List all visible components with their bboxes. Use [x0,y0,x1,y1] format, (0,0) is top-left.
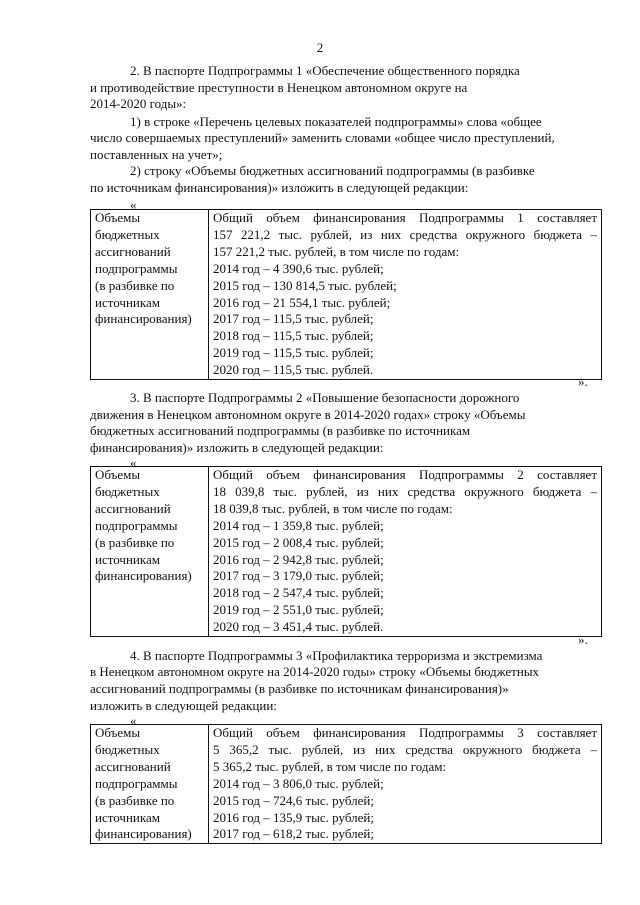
label-line: бюджетных [95,226,160,242]
value-line: 5 365,2 тыс. рублей, в том числе по годам: [213,758,447,774]
paragraph-line: 2) строку «Объемы бюджетных ассигнований подпрограммы (в разбивке [130,163,535,178]
table-label-cell [91,725,209,844]
value-line: 2014 год – 3 806,0 тыс. рублей; [213,775,384,791]
closing-quote: ». [578,632,588,647]
value-line: 2017 год – 115,5 тыс. рублей; [213,311,374,327]
opening-quote: « [130,197,137,212]
label-line: ассигнований [95,758,171,774]
value-line: 2019 год – 115,5 тыс. рублей; [213,345,374,361]
label-line: источникам [95,809,160,825]
label-line: (в разбивке по [95,277,175,293]
value-line: 2015 год – 130 814,5 тыс. рублей; [213,277,397,293]
paragraph-line: ассигнований подпрограммы (в разбивке по источникам финансирования)» [90,681,509,696]
value-line: 2015 год – 2 008,4 тыс. рублей; [213,534,384,550]
page-number: 2 [316,40,324,55]
budget-table-2 [90,466,602,637]
value-line: 2020 год – 115,5 тыс. рублей. [213,362,374,378]
table-value-cell [209,210,602,380]
label-line: (в разбивке по [95,792,175,808]
value-line: 2018 год – 2 547,4 тыс. рублей; [213,585,384,601]
label-line: подпрограммы [95,775,178,791]
value-line: Общий объем финансирования Подпрограммы 2 составляет [213,467,597,482]
label-line: бюджетных [95,483,160,499]
value-line: 157 221,2 тыс. рублей, в том числе по годам: [213,243,460,259]
label-line: Объемы [95,467,141,482]
budget-table-1 [90,209,602,380]
label-line: источникам [95,551,160,567]
label-line: Объемы [95,210,141,225]
paragraph-line: 3. В паспорте Подпрограммы 2 «Повышение безопасности дорожного [130,390,520,405]
paragraph-line: 1) в строке «Перечень целевых показателей подпрограммы» слова «общее [130,114,542,129]
value-line: 2016 год – 135,9 тыс. рублей; [213,809,374,825]
label-line: финансирования) [95,568,192,584]
value-line: 5 365,2 тыс. рублей, из них средства окружного бюджета – [213,741,597,757]
value-line: Общий объем финансирования Подпрограммы 3 составляет [213,725,597,740]
paragraph-line: движения в Ненецком автономном округе в 2014-2020 годах» строку «Объемы [90,407,526,422]
value-line: 2015 год – 724,6 тыс. рублей; [213,792,374,808]
paragraph-line: и противодействие преступности в Ненецком автономном округе на [90,80,468,95]
budget-table-3 [90,724,602,844]
label-line: источникам [95,294,160,310]
value-line: 2014 год – 1 359,8 тыс. рублей; [213,517,384,533]
value-line: 2014 год – 4 390,6 тыс. рублей; [213,260,384,276]
label-line: финансирования) [95,311,192,327]
paragraph-line: 2014-2020 годы»: [90,96,187,111]
value-line: 2017 год – 3 179,0 тыс. рублей; [213,568,384,584]
label-line: ассигнований [95,500,171,516]
value-line: 2016 год – 21 554,1 тыс. рублей; [213,294,391,310]
value-line: 2019 год – 2 551,0 тыс. рублей; [213,602,384,618]
paragraph-line: 4. В паспорте Подпрограммы 3 «Профилактика терроризма и экстремизма [130,648,543,663]
value-line: 2017 год – 618,2 тыс. рублей; [213,826,374,842]
paragraph-line: в Ненецком автономном округе на 2014-2020 годы» строку «Объемы бюджетных [90,664,540,679]
value-line: 2018 год – 115,5 тыс. рублей; [213,328,374,344]
paragraph-line: 2. В паспорте Подпрограммы 1 «Обеспечение общественного порядка [130,63,520,78]
value-line: 18 039,8 тыс. рублей, из них средства окружного бюджета – [213,483,597,499]
table-label-cell [91,467,209,637]
label-line: бюджетных [95,741,160,757]
paragraph-line: число совершаемых преступлений» заменить словами «общее число преступлений, [90,130,555,145]
table-value-cell [209,725,602,844]
label-line: ассигнований [95,243,171,259]
paragraph-line: бюджетных ассигнований подпрограммы (в разбивке по источникам [90,423,471,438]
opening-quote: « [130,455,137,470]
value-line: 157 221,2 тыс. рублей, из них средства окружного бюджета – [213,226,597,242]
value-line: 18 039,8 тыс. рублей, в том числе по годам: [213,500,453,516]
closing-quote: ». [578,374,588,389]
value-line: 2016 год – 2 942,8 тыс. рублей; [213,551,384,567]
opening-quote: « [130,713,137,728]
table-label-cell [91,210,209,380]
paragraph-line: финансирования)» изложить в следующей редакции: [90,440,384,455]
value-line: 2020 год – 3 451,4 тыс. рублей. [213,619,384,635]
paragraph-line: по источникам финансирования)» изложить в следующей редакции: [90,180,469,195]
label-line: финансирования) [95,826,192,842]
table-value-cell [209,467,602,637]
label-line: подпрограммы [95,517,178,533]
paragraph-line: изложить в следующей редакции: [90,698,277,713]
label-line: Объемы [95,725,141,740]
value-line: Общий объем финансирования Подпрограммы 1 составляет [213,210,597,225]
label-line: подпрограммы [95,260,178,276]
label-line: (в разбивке по [95,534,175,550]
paragraph-line: поставленных на учет»; [90,147,223,162]
